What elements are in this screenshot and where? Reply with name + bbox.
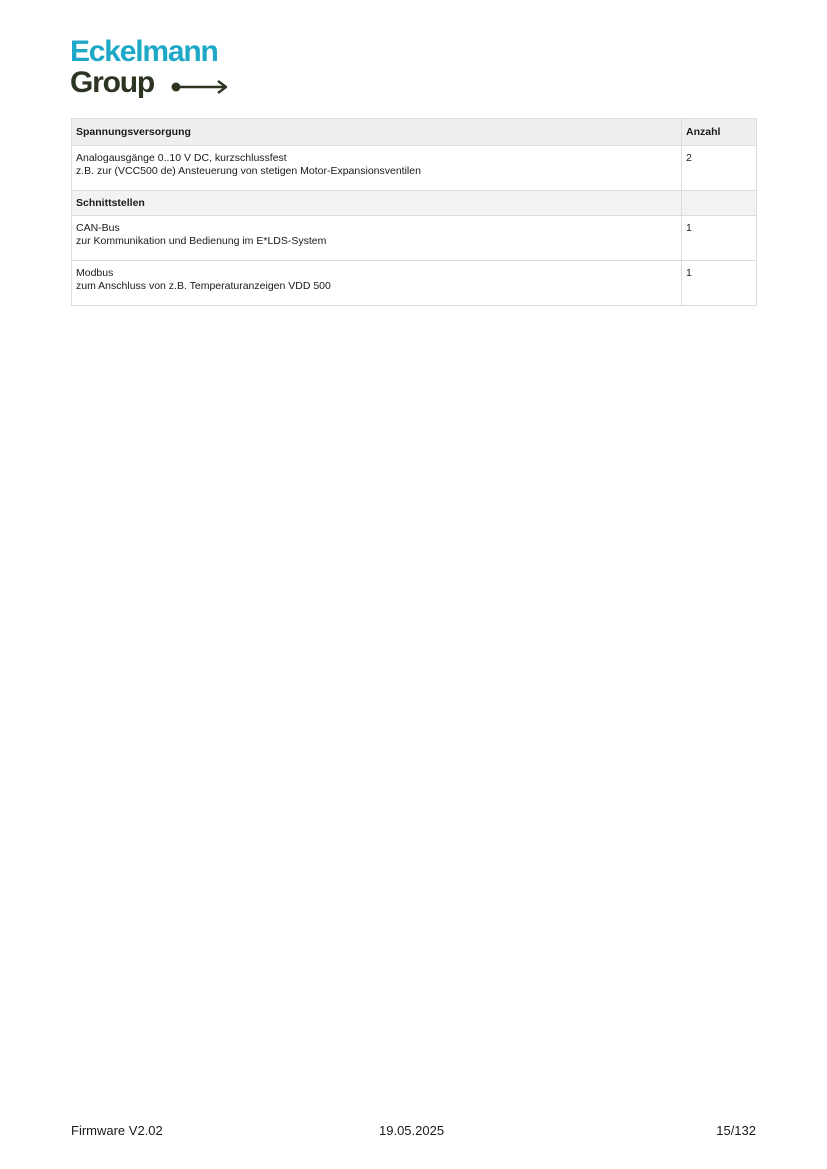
row-title: CAN-Bus <box>76 222 120 234</box>
table-row <box>72 216 757 261</box>
table-header-row <box>72 119 757 146</box>
company-logo <box>70 36 240 106</box>
row-title: Analogausgänge 0..10 V DC, kurzschlussfest <box>76 152 287 164</box>
header-anzahl: Anzahl <box>682 119 757 146</box>
footer-date: 19.05.2025 <box>379 1123 445 1138</box>
row-count: 2 <box>682 146 757 191</box>
footer-firmware-version: Firmware V2.02 <box>71 1123 163 1138</box>
row-count: 1 <box>682 261 757 306</box>
header-spannungsversorgung: Spannungsversorgung <box>72 119 682 146</box>
footer-page-number: 15/132 <box>716 1123 756 1138</box>
table-row <box>72 261 757 306</box>
section-header-row <box>72 191 757 216</box>
logo-wordmark-group: Group <box>70 66 154 99</box>
row-count: 1 <box>682 216 757 261</box>
section-label-schnittstellen: Schnittstellen <box>72 191 682 216</box>
logo-wordmark-eckelmann: Eckelmann <box>70 35 218 68</box>
row-detail: z.B. zur (VCC500 de) Ansteuerung von stetigen Motor-Expansionsventilen <box>76 165 421 177</box>
row-description <box>72 146 682 191</box>
row-description <box>72 261 682 306</box>
row-title: Modbus <box>76 267 114 279</box>
row-description <box>72 216 682 261</box>
specification-table <box>71 118 757 306</box>
arrow-right-icon <box>171 79 229 95</box>
table-row <box>72 146 757 191</box>
section-count <box>682 191 757 216</box>
row-detail: zum Anschluss von z.B. Temperaturanzeigen VDD 500 <box>76 280 331 292</box>
row-detail: zur Kommunikation und Bedienung im E*LDS-System <box>76 235 327 247</box>
